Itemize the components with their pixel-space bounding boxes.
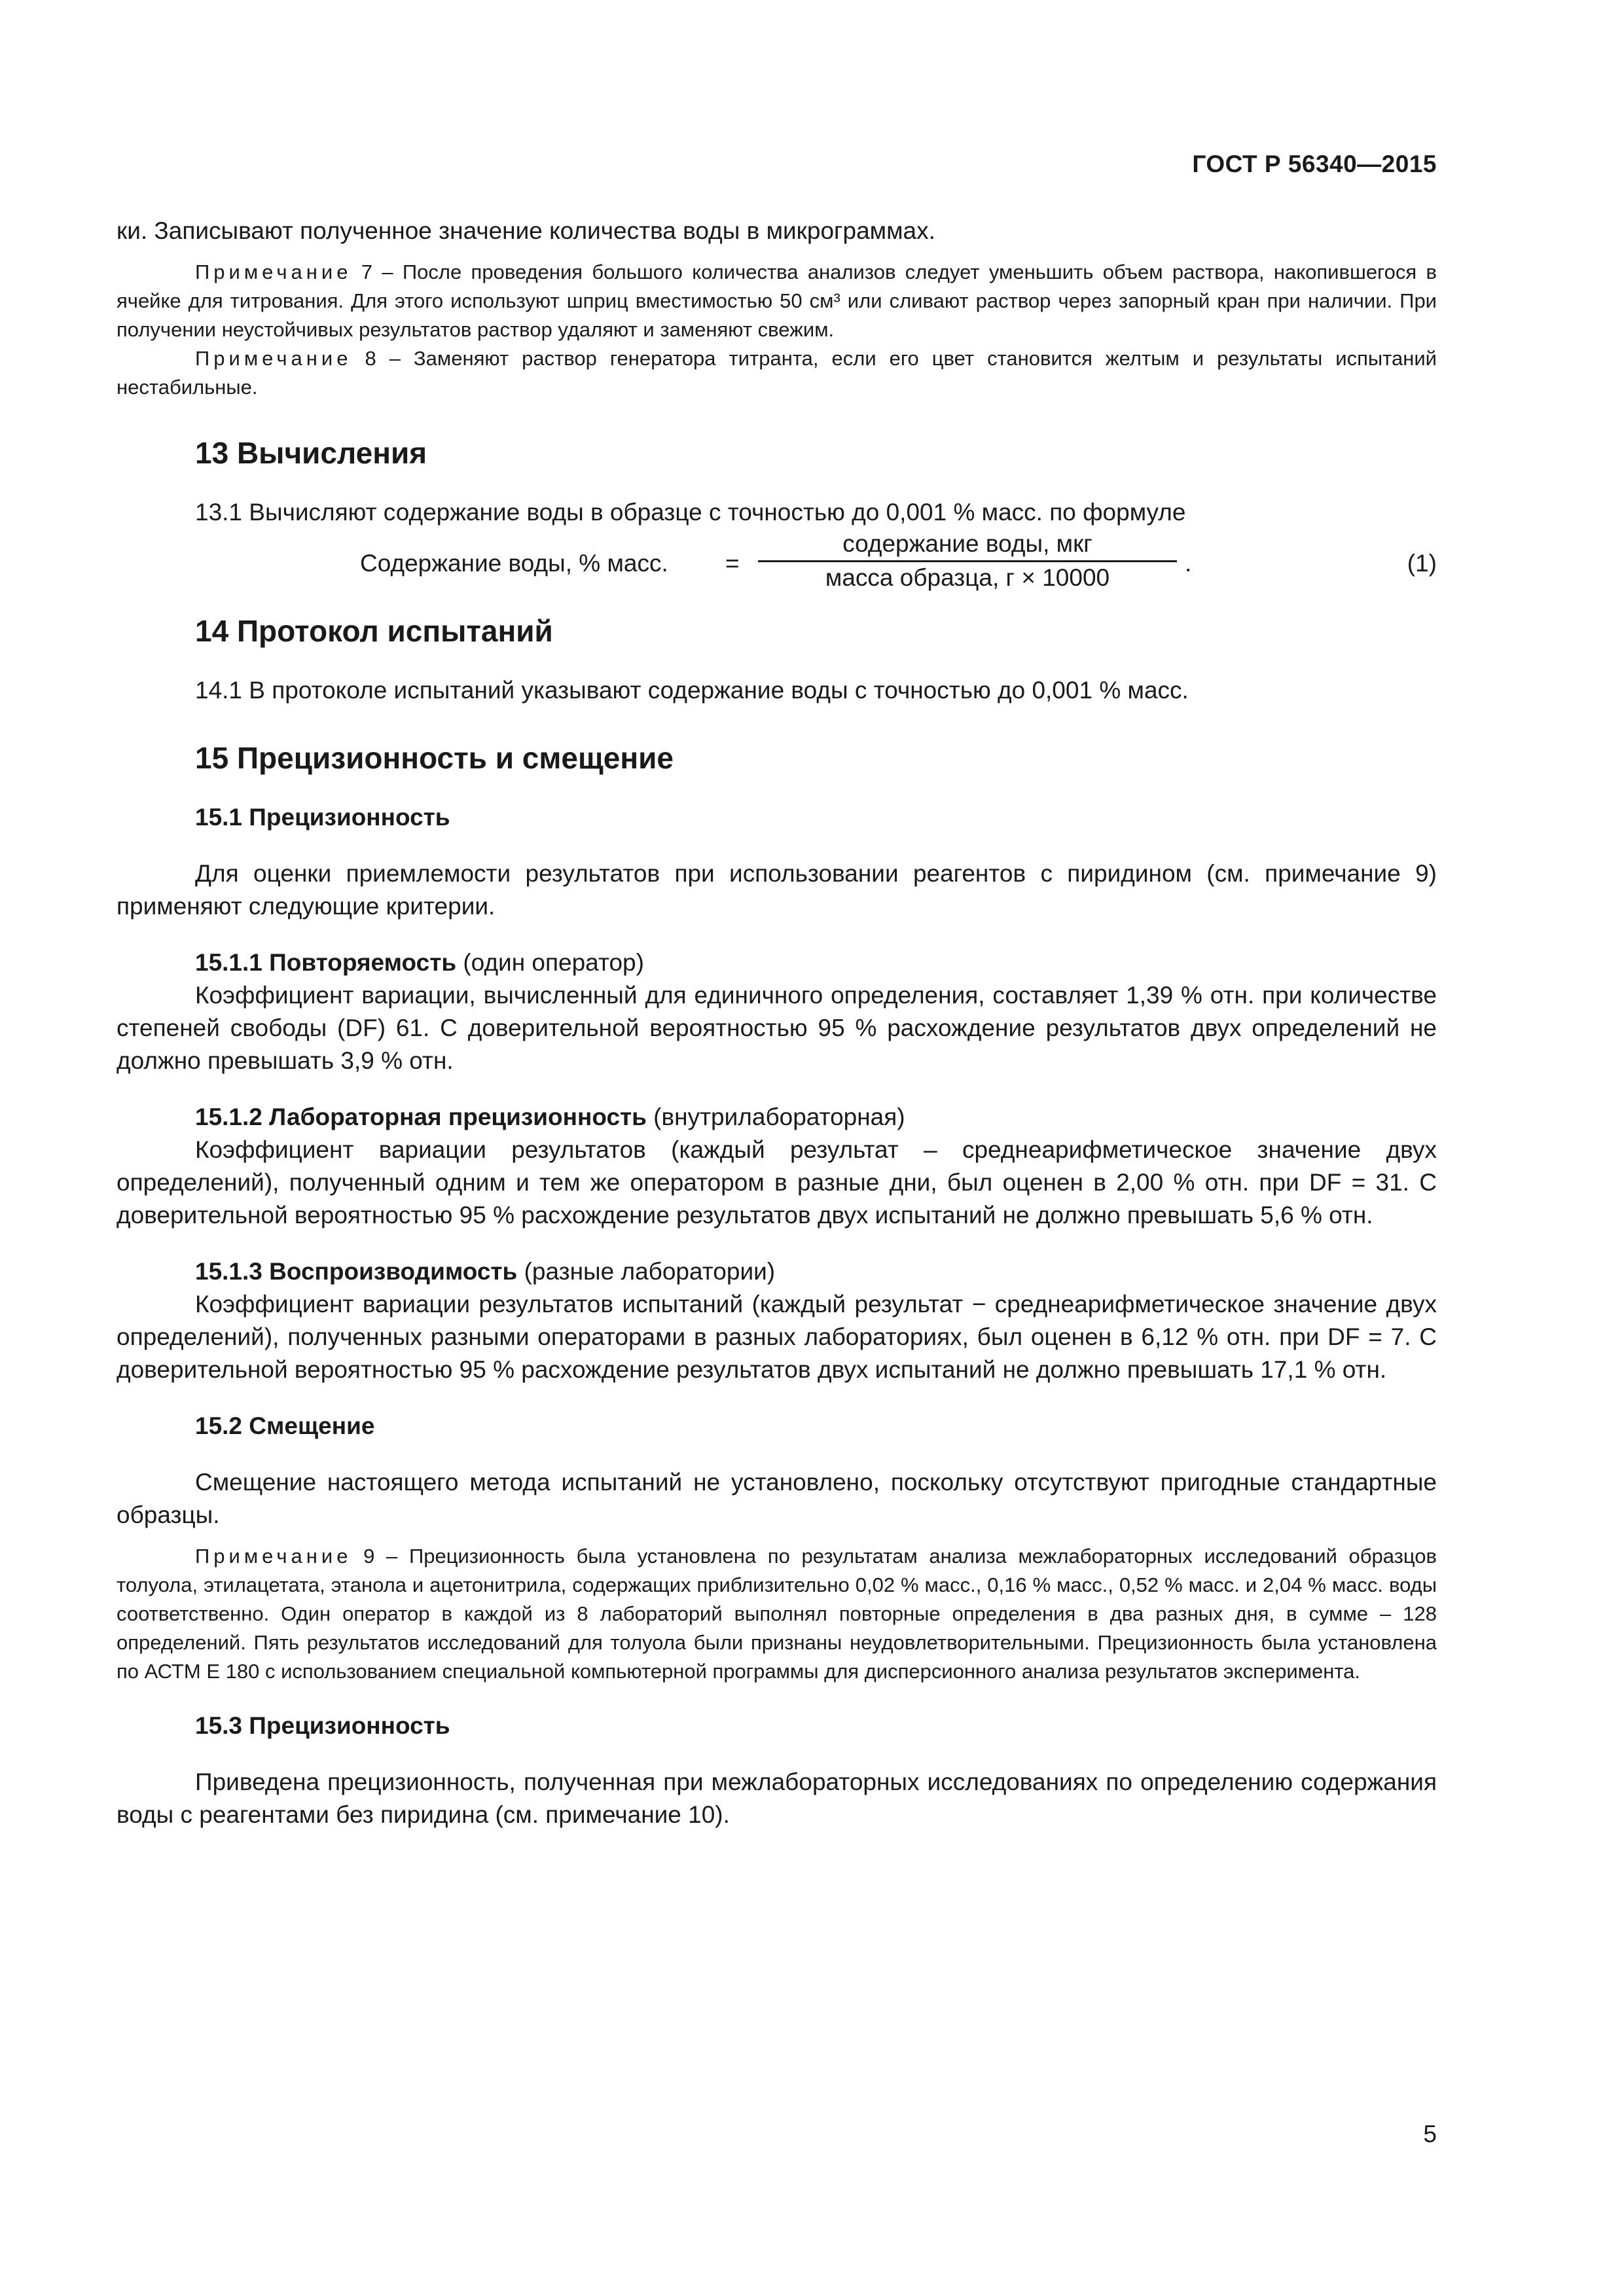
intro-line: ки. Записывают полученное значение количества воды в микрограммах. xyxy=(117,217,935,244)
section-heading-13: 13 Вычисления xyxy=(195,436,427,470)
page-content xyxy=(117,215,1437,1831)
note-text: 9 – Прецизионность была установлена по результатам анализа межлабораторных исследований образцов толуола, этилацетата, этанола и ацетонитрила, содержащих приблизительно 0,02 % масс., 0,16 % масс., 0,52 % масс. и 2,04 % масс. воды соответственно. Один оператор в каждой из 8 лабораторий выполнял повторные определения в два разных дня, в сумме – 128 определений. Пять результатов исследований для толуола были признаны неудовлетворительными. Прецизионность была установлена по АСТМ Е 180 с использованием специальной компьютерной программы для дисперсионного анализа результатов эксперимента. xyxy=(117,1545,1437,1683)
note-text: 8 – Заменяют раствор генератора титранта, если его цвет становится желтым и результаты испытаний нестабильные. xyxy=(117,347,1437,399)
paragraph-15-2: Смещение настоящего метода испытаний не установлено, поскольку отсутствуют пригодные стандартные образцы. xyxy=(117,1469,1437,1528)
formula-lhs: Содержание воды, % масс. xyxy=(360,550,668,577)
subsection-heading-15-3: 15.3 Прецизионность xyxy=(195,1712,450,1739)
clause-qualifier: (внутрилабораторная) xyxy=(646,1103,905,1130)
formula-denominator: масса образца, г × 10000 xyxy=(825,564,1110,591)
note-text: 7 – После проведения большого количества анализов следует уменьшить объем раствора, накопившегося в ячейке для титрования. Для этого используют шприц вместимостью 50 см³ или сливают раствор через запорный кран при наличии. При получении неустойчивых результатов раствор удаляют и заменяют свежим. xyxy=(117,260,1437,341)
note-9 xyxy=(117,1542,1437,1686)
standard-code: ГОСТ Р 56340—2015 xyxy=(1192,151,1437,177)
clause-title: 15.1.1 Повторяемость xyxy=(195,949,457,976)
note-label: Примечание xyxy=(195,1545,352,1568)
section-heading-15: 15 Прецизионность и смещение xyxy=(195,741,674,775)
clause-15-1-1-text: Коэффициент вариации, вычисленный для единичного определения, составляет 1,39 % отн. при количестве степеней свободы (DF) 61. С доверительной вероятностью 95 % расхождение результатов двух определений не должно превышать 3,9 % отн. xyxy=(117,982,1437,1074)
formula-equals: = xyxy=(725,550,740,577)
clause-qualifier: (разные лаборатории) xyxy=(517,1258,776,1285)
paragraph-14-1: 14.1 В протоколе испытаний указывают содержание воды с точностью до 0,001 % масс. xyxy=(195,677,1189,704)
note-8 xyxy=(117,344,1437,402)
paragraph-13-1: 13.1 Вычисляют содержание воды в образце с точностью до 0,001 % масс. по формуле xyxy=(195,499,1186,526)
subsection-heading-15-1: 15.1 Прецизионность xyxy=(195,804,450,831)
note-label: Примечание xyxy=(195,260,352,283)
section-heading-14: 14 Протокол испытаний xyxy=(195,614,553,648)
clause-15-1-1-title xyxy=(117,946,1437,979)
paragraph-15-3: Приведена прецизионность, полученная при межлабораторных исследованиях по определению содержания воды с реагентами без пиридина (см. примечание 10). xyxy=(117,1768,1437,1828)
formula-numerator: содержание воды, мкг xyxy=(758,529,1177,562)
clause-15-1-2-title xyxy=(117,1101,1437,1134)
page-number: 5 xyxy=(1423,2121,1437,2147)
clause-15-1-2-text: Коэффициент вариации результатов (каждый результат – среднеарифметическое значение двух определений), полученный одним и тем же оператором в разные дни, был оценен в 2,00 % отн. при DF = 31. С доверительной вероятностью 95 % расхождение результатов двух испытаний не должно превышать 5,6 % отн. xyxy=(117,1136,1437,1229)
note-label: Примечание xyxy=(195,347,352,370)
formula-number: (1) xyxy=(1407,550,1437,577)
clause-title: 15.1.2 Лабораторная прецизионность xyxy=(195,1103,647,1130)
paragraph-15-1: Для оценки приемлемости результатов при использовании реагентов с пиридином (см. примечание 9) применяют следующие критерии. xyxy=(117,860,1437,920)
clause-15-1-3-title xyxy=(117,1255,1437,1288)
formula-1 xyxy=(117,529,1437,601)
clause-title: 15.1.3 Воспроизводимость xyxy=(195,1258,518,1285)
subsection-heading-15-2: 15.2 Смещение xyxy=(195,1412,375,1439)
formula-dot: . xyxy=(1185,550,1192,577)
note-7 xyxy=(117,258,1437,344)
clause-qualifier: (один оператор) xyxy=(456,949,644,976)
clause-15-1-3-text: Коэффициент вариации результатов испытаний (каждый результат − среднеарифметическое значение двух определений), полученных разными операторами в разных лабораториях, был оценен в 6,12 % отн. при DF = 7. С доверительной вероятностью 95 % расхождение результатов двух испытаний не должно превышать 17,1 % отн. xyxy=(117,1291,1437,1383)
formula-fraction xyxy=(758,529,1177,594)
